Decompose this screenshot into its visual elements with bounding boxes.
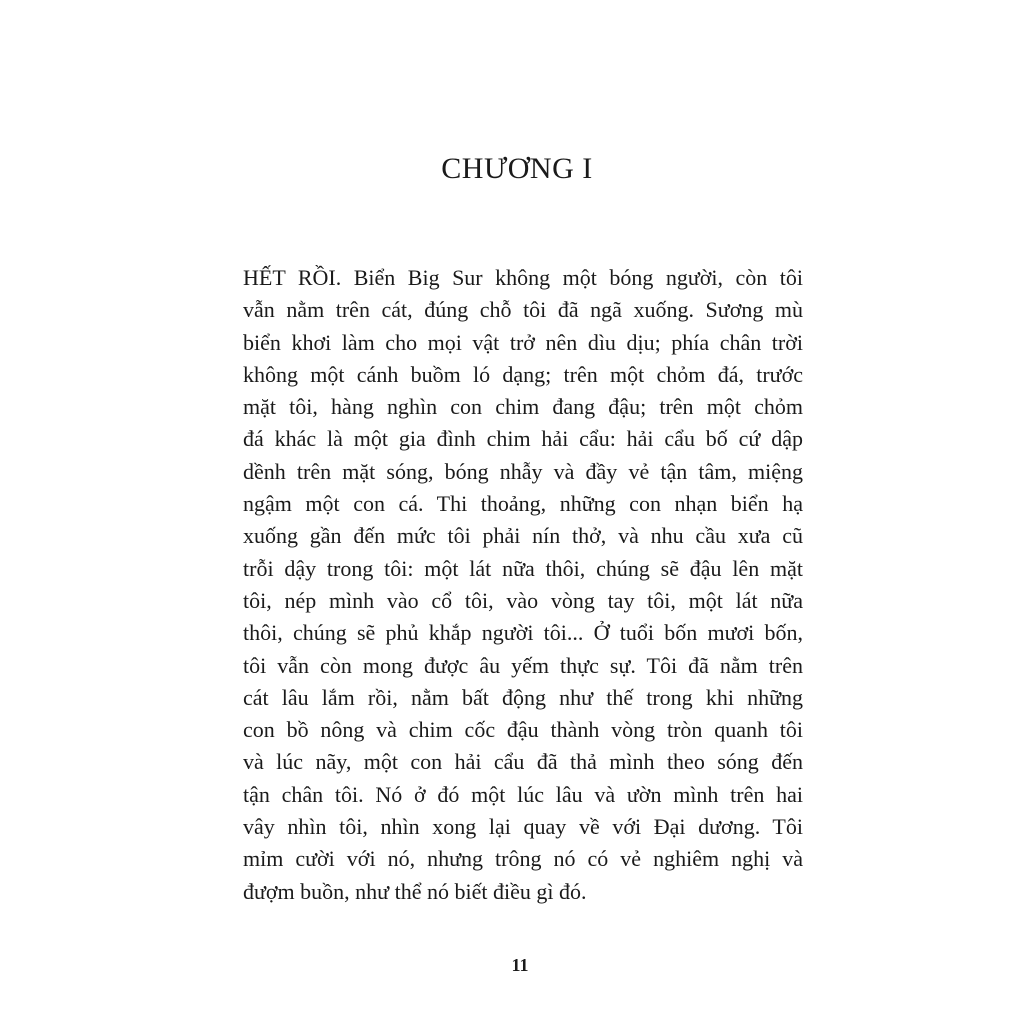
body-line: vẫn nằm trên cát, đúng chỗ tôi đã ngã xuống. Sương mù (243, 297, 803, 323)
body-line: cát lâu lắm rồi, nằm bất động như thế trong khi những (243, 684, 803, 710)
body-line: không một cánh buồm ló dạng; trên một chỏm đá, trước (243, 361, 803, 387)
body-line: mỉm cười với nó, nhưng trông nó có vẻ nghiêm nghị và (243, 846, 803, 872)
body-line: biển khơi làm cho mọi vật trở nên dìu dịu; phía chân trời (243, 329, 803, 355)
chapter-title: CHƯƠNG I (441, 152, 593, 185)
body-line: ngậm một con cá. Thi thoảng, những con nhạn biển hạ (243, 491, 803, 517)
body-line: vây nhìn tôi, nhìn xong lại quay về với Đại dương. Tôi (243, 814, 803, 840)
body-line: thôi, chúng sẽ phủ khắp người tôi... Ở tuổi bốn mươi bốn, (243, 620, 803, 646)
body-line: đá khác là một gia đình chim hải cẩu: hải cẩu bố cứ dập (243, 426, 803, 452)
body-line: HẾT RỒI. Biển Big Sur không một bóng người, còn tôi (243, 265, 803, 290)
body-line: và lúc nãy, một con hải cẩu đã thả mình theo sóng đến (243, 749, 803, 775)
body-line: tôi, nép mình vào cổ tôi, vào vòng tay tôi, một lát nữa (243, 587, 803, 613)
body-line: trỗi dậy trong tôi: một lát nữa thôi, chúng sẽ đậu lên mặt (243, 555, 803, 581)
body-line: xuống gần đến mức tôi phải nín thở, và nhu cầu xưa cũ (243, 523, 803, 549)
body-line: tận chân tôi. Nó ở đó một lúc lâu và ườn mình trên hai (243, 781, 803, 807)
body-line: mặt tôi, hàng nghìn con chim đang đậu; trên một chỏm (243, 394, 803, 420)
body-line: con bồ nông và chim cốc đậu thành vòng tròn quanh tôi (243, 717, 803, 743)
body-line: đượm buồn, như thể nó biết điều gì đó. (243, 878, 587, 904)
page-number: 11 (511, 955, 529, 975)
body-line: tôi vẫn còn mong được âu yếm thực sự. Tôi đã nằm trên (243, 652, 803, 678)
body-line: dềnh trên mặt sóng, bóng nhẫy và đầy vẻ tận tâm, miệng (243, 458, 803, 484)
chapter-body (243, 262, 803, 908)
